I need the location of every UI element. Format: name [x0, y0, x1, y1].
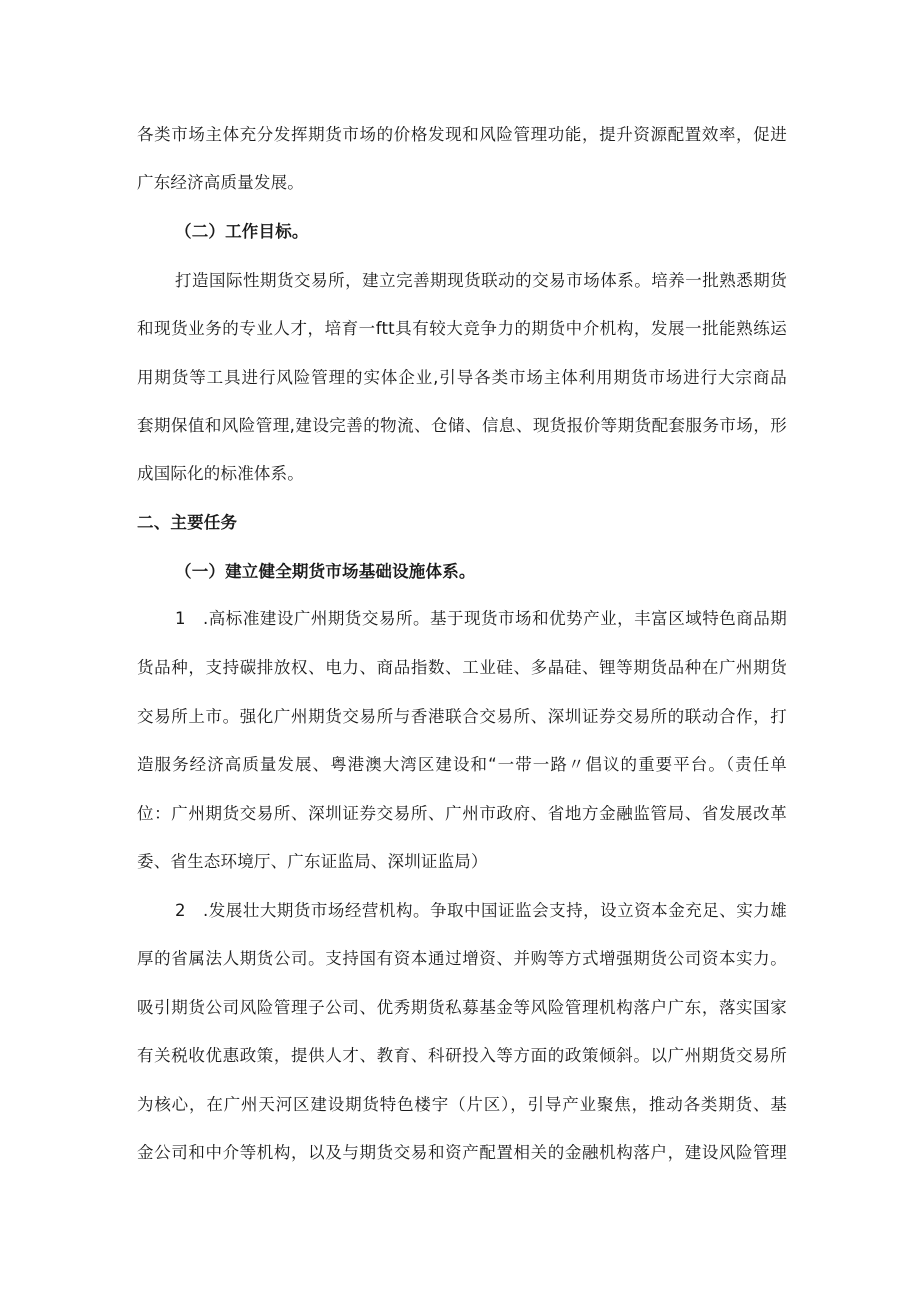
paragraph-line: 2 .发展壮大期货市场经营机构。争取中国证监会支持，设立资本金充足、实力雄 [175, 901, 787, 920]
paragraph-line: 造服务经济高质量发展、粤港澳大湾区建设和“一带一路〃倡议的重要平台。（责任单 [137, 755, 787, 774]
paragraph-line: 厚的省属法人期货公司。支持国有资本通过增资、并购等方式增强期货公司资本实力。 [137, 949, 787, 968]
paragraph-line: 货品种，支持碳排放权、电力、商品指数、工业硅、多晶硅、锂等期货品种在广州期货 [137, 658, 787, 677]
paragraph-line: 位：广州期货交易所、深圳证券交易所、广州市政府、省地方金融监管局、省发展改革 [137, 804, 787, 823]
section-heading: （一）建立健全期货市场基础设施体系。 [175, 562, 476, 581]
paragraph-line: 广东经济高质量发展。 [137, 173, 304, 192]
paragraph-line: 有关税收优惠政策，提供人才、教育、科研投入等方面的政策倾斜。以广州期货交易所 [137, 1046, 787, 1065]
paragraph-line: 和现货业务的专业人才，培育一ftt具有较大竞争力的期货中介机构，发展一批能熟练运 [137, 319, 787, 338]
paragraph-line: 吸引期货公司风险管理子公司、优秀期货私募基金等风险管理机构落户广东，落实国家 [137, 998, 787, 1017]
paragraph-line: 为核心，在广州天河区建设期货特色楼宇（片区），引导产业聚焦，推动各类期货、基 [137, 1095, 787, 1114]
chapter-heading: 二、主要任务 [137, 513, 238, 532]
paragraph-line: 交易所上市。强化广州期货交易所与香港联合交易所、深圳证券交易所的联动合作，打 [137, 707, 787, 726]
section-heading: （二）工作目标。 [175, 222, 309, 241]
paragraph-line: 金公司和中介等机构，以及与期货交易和资产配置相关的金融机构落户，建设风险管理 [137, 1143, 787, 1162]
paragraph-line: 套期保值和风险管理,建设完善的物流、仓储、信息、现货报价等期货配套服务市场，形 [137, 416, 787, 435]
paragraph-line: 打造国际性期货交易所，建立完善期现货联动的交易市场体系。培养一批熟悉期货 [175, 271, 787, 290]
paragraph-line: 1 .高标准建设广州期货交易所。基于现货市场和优势产业，丰富区域特色商品期 [175, 609, 787, 628]
paragraph-line: 委、省生态环境厅、广东证监局、深圳证监局） [137, 852, 488, 871]
paragraph-line: 用期货等工具进行风险管理的实体企业,引导各类市场主体利用期货市场进行大宗商品 [137, 368, 787, 387]
paragraph-line: 各类市场主体充分发挥期货市场的价格发现和风险管理功能，提升资源配置效率，促进 [137, 125, 787, 144]
paragraph-line: 成国际化的标准体系。 [137, 464, 304, 483]
